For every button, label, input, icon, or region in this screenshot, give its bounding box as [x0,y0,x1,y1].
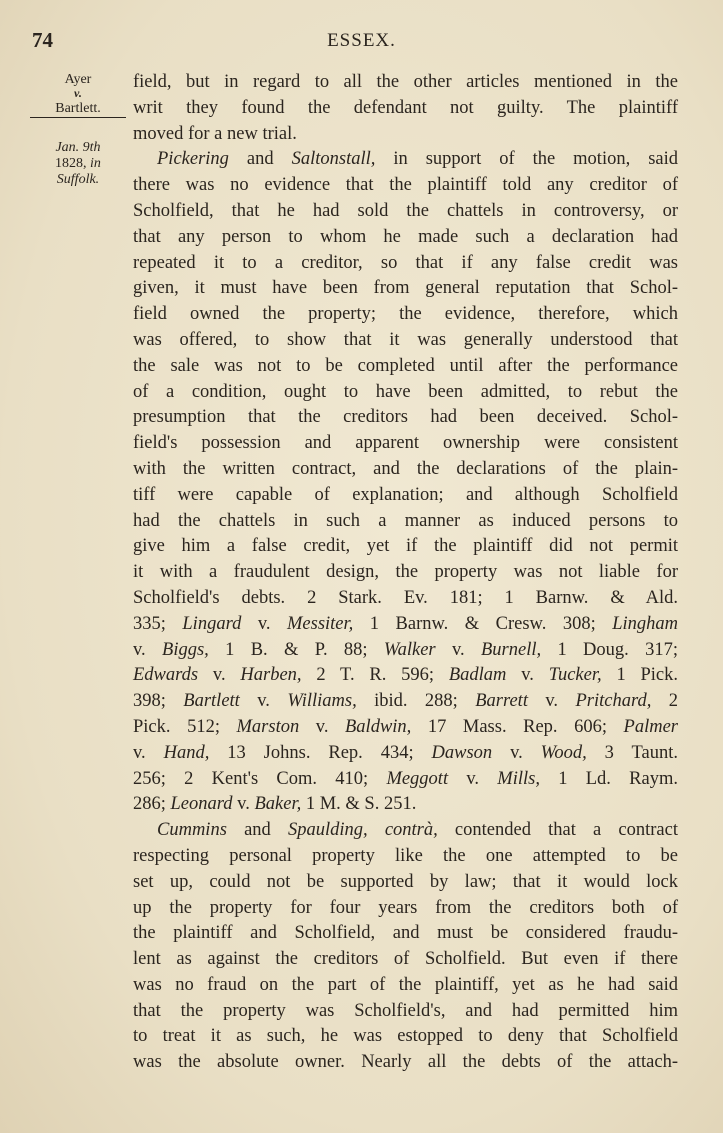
text-line [133,405,678,431]
text-line [133,147,678,173]
text-run: field's possession and apparent ownership were consistent [133,433,678,454]
text-line [133,844,678,870]
italic-text: Messiter, [287,613,354,634]
text-run: writ they found the defendant not guilty. The plaintiff [133,97,678,118]
text-run: it with a fraudulent design, the property was not liable for [133,562,678,583]
italic-text: Saltonstall, [291,149,376,170]
text-run: v. [492,742,541,763]
text-run: there was no evidence that the plaintiff told any creditor of [133,175,678,196]
text-line [133,1024,678,1050]
text-line [133,612,678,638]
italic-text: Tucker, [548,665,602,686]
text-run: and [226,820,288,841]
text-run: v. [133,639,163,660]
italic-text: Biggs, [162,639,209,660]
text-run: v. [527,691,576,712]
text-run: 3 Taunt. [586,742,678,763]
body-text [133,70,678,1076]
text-run: v. [232,794,255,815]
italic-text: Pritchard, [575,691,652,712]
text-run: had the chattels in such a manner as induced persons to [133,510,678,531]
text-run: was offered, to show that it was generally understood that [133,329,678,350]
text-line [133,715,678,741]
text-run: v. [241,613,287,634]
text-run: was no fraud on the part of the plaintiff, yet as he had said [133,974,678,995]
text-line [133,225,678,251]
text-run: with the written contract, and the declarations of the plain- [133,458,678,479]
italic-text: Harben, [240,665,302,686]
text-line [133,870,678,896]
text-line [133,276,678,302]
text-line [133,251,678,277]
text-run: lent as against the creditors of Scholfield. But even if there [133,949,678,970]
text-line [133,741,678,767]
italic-text: Bartlett [183,691,240,712]
text-line [133,380,678,406]
text-run: 1 Doug. 317; [541,639,678,660]
text-line [133,586,678,612]
text-run: v. [435,639,481,660]
text-run: the sale was not to be completed until after the performance [133,355,678,376]
text-run: 1 B. & P. 88; [208,639,384,660]
italic-text: Barrett [475,691,528,712]
text-line [133,1050,678,1076]
text-run: 17 Mass. Rep. 606; [411,716,624,737]
text-run: 2 [651,691,678,712]
text-run: ibid. 288; [356,691,476,712]
italic-text: Palmer [623,716,679,737]
text-run: 286; [133,794,171,815]
italic-text: Marston [236,716,300,737]
text-line [133,947,678,973]
text-line [133,767,678,793]
italic-text: Williams, [287,691,357,712]
italic-text: Pickering [157,149,229,170]
text-line [133,999,678,1025]
running-title: ESSEX. [327,30,396,51]
text-line [133,302,678,328]
text-run: 1 Ld. Raym. [539,768,678,789]
text-line [133,199,678,225]
text-run: v. [198,665,241,686]
text-run: and [228,149,292,170]
text-line [133,534,678,560]
italic-text: Wood, [540,742,587,763]
text-run: set up, could not be supported by law; that it would lock [133,871,678,892]
text-run: v. [299,716,345,737]
italic-text: Dawson [431,742,493,763]
italic-text: Lingham [612,613,678,634]
italic-text: Hand, [163,742,210,763]
text-line [133,96,678,122]
text-run [368,820,385,840]
text-line [133,663,678,689]
text-run: give him a false credit, yet if the plaintiff did not permit [133,536,678,557]
text-line [133,70,678,96]
text-line [133,638,678,664]
text-line [133,896,678,922]
text-run: given, it must have been from general reputation that Schol- [133,278,678,299]
text-line [133,457,678,483]
text-run: that the property was Scholfield's, and had permitted him [133,1000,678,1021]
italic-text: Edwards [133,665,199,686]
text-line [133,431,678,457]
text-line [133,921,678,947]
text-run: v. [133,742,164,763]
text-run: of a condition, ought to have been admitted, to rebut the [133,381,678,402]
italic-text: Meggott [386,768,449,789]
text-run: tiff were capable of explanation; and although Scholfield [133,484,678,505]
margin-year: 1828, in [55,156,101,171]
page-number: 74 [32,28,53,52]
italic-text: Mills, [497,768,540,789]
italic-text: Badlam [448,665,507,686]
text-run: 2 T. R. 596; [301,665,449,686]
italic-text: Lingard [182,613,242,634]
text-run: 13 Johns. Rep. 434; [209,742,432,763]
italic-text: Spaulding, [287,820,368,841]
text-run: was the absolute owner. Nearly all the debts of the attach- [133,1052,678,1073]
text-run: Pick. 512; [133,716,237,737]
italic-text: Cummins [157,820,227,841]
text-run: to treat it as such, he was estopped to deny that Scholfield [133,1026,678,1047]
text-run: Scholfield's debts. 2 Stark. Ev. 181; 1 Barnw. & Ald. [133,587,678,608]
text-run: respecting personal property like the one attempted to be [133,845,678,866]
text-run: presumption that the creditors had been deceived. Schol- [133,407,678,428]
text-run: field, but in regard to all the other articles mentioned in the [133,72,678,92]
italic-text: Leonard [170,794,233,815]
text-run: moved for a new trial. [133,123,297,144]
text-run: contended that a contract [437,820,678,841]
text-line [133,689,678,715]
text-run: in support of the motion, said [375,149,678,170]
margin-date: Jan. 9th [55,140,101,155]
text-run: v. [448,768,498,789]
text-run: that any person to whom he made such a declaration had [133,226,678,247]
text-line [133,483,678,509]
margin-date-note [30,140,126,188]
text-line [133,354,678,380]
text-run: field owned the property; the evidence, therefore, which [133,304,678,325]
text-line [133,818,678,844]
text-run: up the property for four years from the creditors both of [133,897,678,918]
text-run: v. [506,665,549,686]
text-line [133,792,678,818]
text-run: 1 Pick. [601,665,678,686]
text-run: 1 M. & S. 251. [301,794,417,815]
text-line [133,122,678,148]
margin-case-name [30,72,126,118]
text-line [133,973,678,999]
italic-text: Walker [383,639,436,660]
text-run: the plaintiff and Scholfield, and must be considered fraudu- [133,923,678,944]
margin-defendant: Bartlett. [30,101,126,118]
text-run: 398; [133,691,184,712]
italic-text: Baldwin, [345,716,412,737]
text-line [133,328,678,354]
text-run: 1 Barnw. & Cresw. 308; [353,613,613,634]
margin-county: Suffolk. [56,172,100,187]
text-run: v. [239,691,288,712]
text-run: repeated it to a creditor, so that if any false credit was [133,252,678,273]
italic-text: Baker, [254,794,302,815]
text-line [133,509,678,535]
margin-versus: v. [74,86,82,100]
italic-text: Burnell, [480,639,542,660]
text-run: 335; [133,613,183,634]
text-run: 256; 2 Kent's Com. 410; [133,768,387,789]
italic-text: contrà, [384,820,438,841]
margin-plaintiff: Ayer [64,72,92,87]
text-run: Scholfield, that he had sold the chattels in controversy, or [133,200,678,221]
text-line [133,560,678,586]
text-line [133,173,678,199]
